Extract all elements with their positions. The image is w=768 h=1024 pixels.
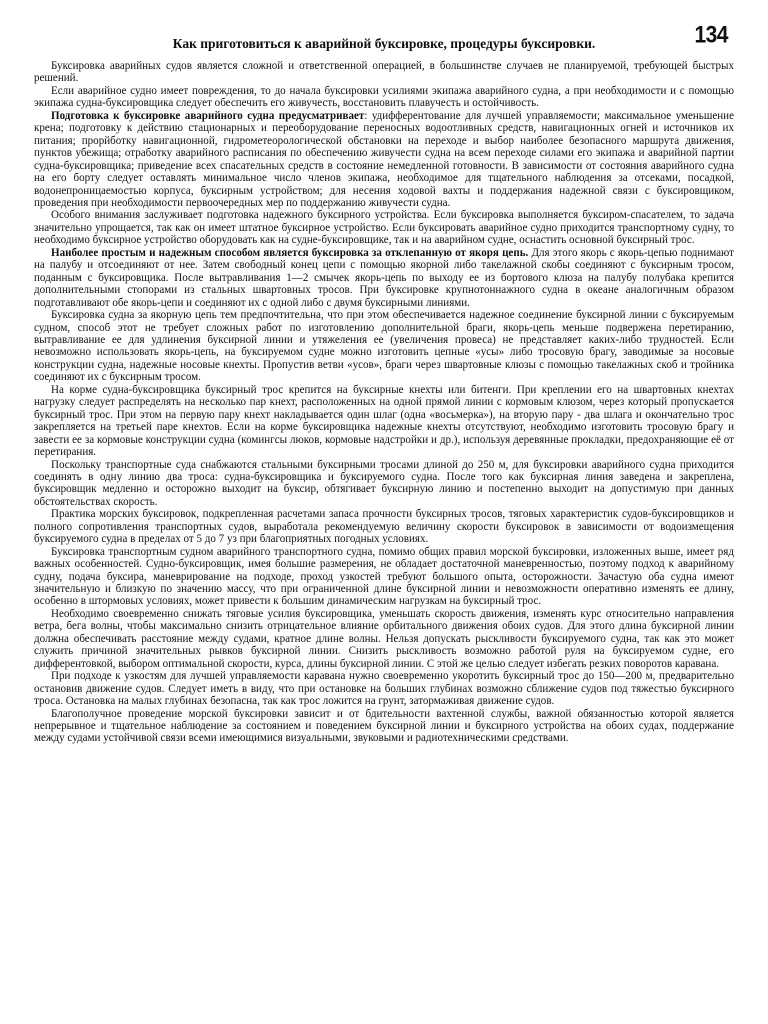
paragraph-text: При подходе к узкостям для лучшей управляемости каравана нужно своевременно укоротить буксирный трос до 150—200 м, предварительно остановив движение судов. Следует иметь в виду, что при остановке на больших глубинах возможно сближение судов под тяжестью буксирного троса. Остановка на малых глубинах безопасна, так как трос ложится на грунт, затормаживая движение судов.	[34, 670, 734, 708]
page-number: 134	[694, 22, 728, 49]
paragraph	[34, 384, 734, 459]
paragraph	[34, 546, 734, 608]
paragraph	[34, 708, 734, 745]
paragraph-text: Буксировка транспортным судном аварийного транспортного судна, помимо общих правил морской буксировки, изложенных выше, имеет ряд важных особенностей. Судно-буксировщик, имея большие размерения, не обладает достаточной маневренностью, поэтому подход к аварийному судну, подача буксира, маневрирование на подходе, проход узкостей требуют большого опыта, осторожности. Зачастую оба судна имеют значительную и близкую по значению массу, что при ограниченной длине буксирной линии и невозможности оперативно изменять ее длину, особенно в штормовых условиях, может привести к большим динамическим нагрузкам на буксирный трос.	[34, 545, 734, 608]
paragraph-text: Буксировка аварийных судов является сложной и ответственной операцией, в большинстве случаев не планируемой, требующей быстрых решений.	[34, 60, 734, 85]
paragraph-text: Для этого якорь с якорь-цепью поднимают на палубу и отсоединяют от нее. Затем свободный конец цепи с помощью якорной либо такелажной скобы соединяют с буксирным тросом, поданным с буксировщика. После вытравливания 1—2 смычек якорь-цепь по выходу ее из бортового клюза на палубу полубака крепится дополнительными стопорами из стальных швартовных тросов. При буксировке крупнотоннажного судна в океане аналогичным образом подготавливают обе якорь-цепи и соединяют их с одной либо с двумя буксирными линиями.	[34, 246, 734, 309]
paragraph-text: Благополучное проведение морской буксировки зависит и от бдительности вахтенной службы, важной обязанностью которой является непрерывное и тщательное наблюдение за состоянием и поведением буксирной линии и буксирного устройства на обоих судах, поддержание между судами устойчивой связи всеми имеющимися визуальными, звуковыми и радиотехническими средствами.	[34, 707, 734, 745]
paragraph	[34, 209, 734, 246]
paragraph-text: На корме судна-буксировщика буксирный трос крепится на буксирные кнехты или битенги. При креплении его на швартовных кнехтах нагрузку следует распределять на несколько пар кнехт, расположенных на одной прямой линии с кормовым клюзом, через который пропускается буксирный трос. При этом на первую пару кнехт накладывается один шлаг (одна «восьмерка»), на вторую пару - два шлага и окончательно трос закрепляется на третьей паре кнехтов. Если на корме буксировщика надежные кнехты отсутствуют, необходимо изготовить тросовую брагу и завести ее за кормовые конструкции судна (комингсы люков, кормовые надстройки и др.), используя деревянные прокладки, предохраняющие её от перетирания.	[34, 383, 734, 459]
paragraph	[34, 60, 734, 85]
paragraph	[34, 508, 734, 545]
paragraph	[34, 85, 734, 110]
document-body	[34, 60, 734, 745]
paragraph-text: Необходимо своевременно снижать тяговые усилия буксировщика, уменьшать скорость движения, изменять курс относительно направления ветра, бега волны, чтобы максимально снизить отрицательное влияние орбитального движения обоих судов. Для этого длина буксирной линии должна обеспечивать расстояние между судами, кратное длине волны. Нельзя допускать рыскливости буксируемого судна, так как это может служить причиной значительных рывков буксирной линии. Снизить рыскливость возможно работой руля на буксируемом судне, его дифферентовкой, выбором оптимальной скорости, курса, длины буксирной линии. С этой же целью следует избегать резких поворотов каравана.	[34, 607, 734, 670]
paragraph-text: Если аварийное судно имеет повреждения, то до начала буксировки усилиями экипажа аварийного судна, а при необходимости и с помощью экипажа судна-буксировщика следует обеспечить его живучесть, восстановить плавучесть и остойчивость.	[34, 84, 734, 110]
paragraph	[34, 247, 734, 309]
paragraph	[34, 670, 734, 707]
paragraph-lead: Наиболее простым и надежным способом является буксировка за отклепанную от якоря цепь.	[51, 246, 529, 259]
paragraph-lead: Подготовка к буксировке аварийного судна предусматривает	[51, 109, 365, 122]
paragraph	[34, 309, 734, 384]
paragraph-text: Буксировка судна за якорную цепь тем предпочтительна, что при этом обеспечивается надежное соединение буксирной линии с буксируемым судном, способ этот не требует сложных работ по изготовлению дополнительной браги, якорь-цепь меньше подвержена перетиранию, вытравливание ее для удлинения буксирной линии и утяжеления ее (увеличения провеса) не представляет каких-либо трудностей. Если невозможно использовать якорь-цепь, на буксируемом судне можно изготовить цепные «усы» либо тросовую брагу, заводимые за носовые конструкции судна, надежные носовые кнехты. Пропустив ветви «усов», браги через швартовные клюзы с помощью такелажных скоб и тройника соединяют их с буксирным тросом.	[34, 309, 734, 384]
paragraph-text: Практика морских буксировок, подкрепленная расчетами запаса прочности буксирных тросов, тяговых характеристик судов-буксировщиков и полного сопротивления транспортных судов, выработала рекомендуемую величину скорости буксировок в зависимости от водоизмещения буксируемого судна в пределах от 5 до 7 уз при благоприятных погодных условиях.	[34, 508, 734, 546]
page-title: Как приготовиться к аварийной буксировке, процедуры буксировки.	[172, 36, 596, 51]
paragraph	[34, 459, 734, 509]
paragraph-text: : удифферентование для лучшей управляемости; максимальное уменьшение крена; подготовку к действию стационарных и переоборудование переносных водоотливных средств, навигационных огней и источников их питания; прорйботку навигационной, гидрометеорологической обстановки на переходе и выбор наиболее безопасного маршрута движения, пунктов убежища; отработку аварийного расписания по обеспечению живучести судна на всем переходе силами его экипажа и аварийной партии судна-буксировщика; приведение всех спасательных средств в состояние немедленной готовности. В зависимости от состояния аварийного судна на его борту следует оставлять минимальное число членов экипажа, необходимое для тщательного наблюдения за отсеками, посадкой, водонепроницаемостью корпуса, буксирным устройством; для несения ходовой вахты и поддержания надежной связи с буксировщиком, проведения при необходимости первоочередных мер по поддержанию живучести судна.	[34, 109, 734, 209]
paragraph-text: Поскольку транспортные суда снабжаются стальными буксирными тросами длиной до 250 м, для буксировки аварийного судна приходится соединять в одну линию два троса: судна-буксировщика и буксируемого судна. После того как буксирная линия заведена и закреплена, буксировщик медленно и осторожно выходит на буксир, обтягивает буксирную линию и постепенно выходит на допустимую при данных обстоятельствах скорость.	[34, 458, 734, 508]
paragraph	[34, 608, 734, 670]
paragraph-text: Особого внимания заслуживает подготовка надежного буксирного устройства. Если буксировка выполняется буксиром-спасателем, то задача значительно упрощается, так как он имеет штатное буксирное устройство. Если буксировать аварийное судно приходится транспортному судну, то необходимо буксирное устройство оборудовать как на судне-буксировщике, так и на аварийном судне, оснастить основной буксирный трос.	[34, 209, 734, 247]
paragraph	[34, 110, 734, 210]
